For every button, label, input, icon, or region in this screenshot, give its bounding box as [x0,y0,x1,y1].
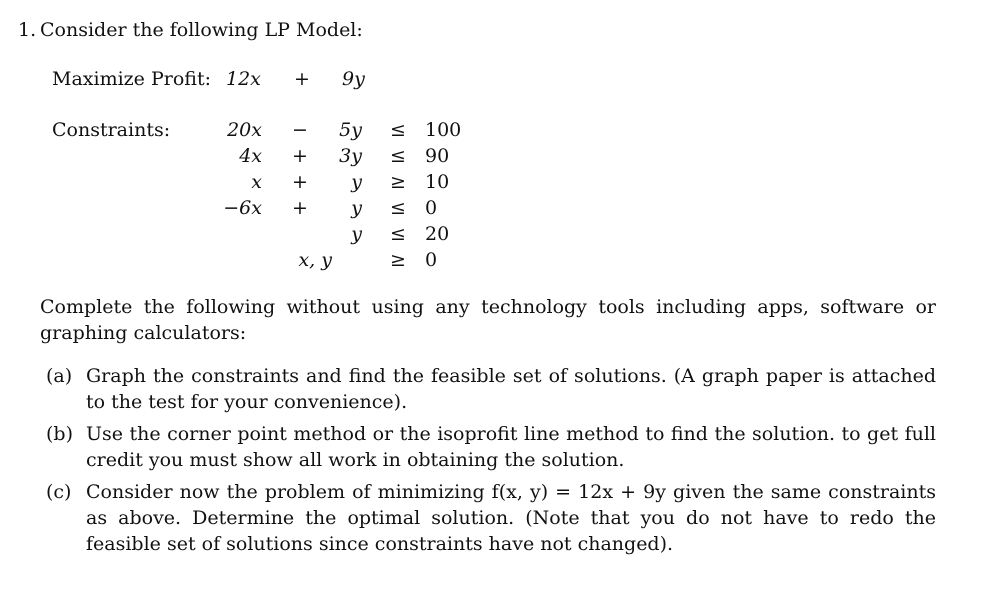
constraints-label: Constraints: [52,119,171,141]
constraint-x-term: x [251,171,262,193]
constraint-y-term: y [351,197,362,219]
problem-number: 1. [18,19,37,41]
constraint-operator: + [292,197,308,219]
part-label: (a) [46,365,73,387]
constraint-operator: − [292,119,308,141]
problem-heading: Consider the following LP Model: [40,19,363,41]
constraint-y-term: y [351,171,362,193]
constraint-relation: ≤ [390,223,406,245]
constraint-relation: ≤ [390,197,406,219]
part-a [46,363,936,415]
part-text: Use the corner point method or the isoprofit line method to find the solution. to get full credit you must show all work in obtaining the solution. [86,423,936,471]
constraint-rhs: 0 [425,249,438,271]
constraint-relation: ≤ [390,145,406,167]
instructions-paragraph: Complete the following without using any technology tools including apps, software or graphing calculators: [40,296,936,344]
objective-term-2: 9y [342,68,365,90]
constraint-rhs: 10 [425,171,450,193]
constraint-operator: + [292,145,308,167]
constraint-relation: ≤ [390,119,406,141]
part-text: Graph the constraints and find the feasible set of solutions. (A graph paper is attached to the test for your convenience). [86,365,936,413]
constraint-y-term: 5y [339,119,362,141]
objective-operator: + [294,68,310,90]
constraint-rhs: 0 [425,197,438,219]
constraint-relation: ≥ [390,171,406,193]
constraint-x-term: 20x [227,119,262,141]
part-text: Consider now the problem of minimizing f(x, y) = 12x + 9y given the same constraints as above. Determine the optimal solution. (Note that you do not have to redo the feasible set of solutions since constraints have not changed). [86,481,936,555]
constraint-rhs: 90 [425,145,450,167]
constraint-operator: + [292,171,308,193]
constraint-x-term: 4x [239,145,262,167]
constraint-rhs: 20 [425,223,450,245]
part-c [46,479,936,557]
part-label: (c) [46,481,72,503]
constraint-relation: ≥ [390,249,406,271]
constraint-y-term: y [351,223,362,245]
objective-term-1: 12x [226,68,261,90]
constraint-nonnegativity-vars: x, y [298,249,332,271]
objective-label: Maximize Profit: [52,68,211,90]
constraint-rhs: 100 [425,119,462,141]
part-b [46,421,936,473]
constraint-x-term: −6x [223,197,262,219]
part-label: (b) [46,423,73,445]
constraint-y-term: 3y [339,145,362,167]
